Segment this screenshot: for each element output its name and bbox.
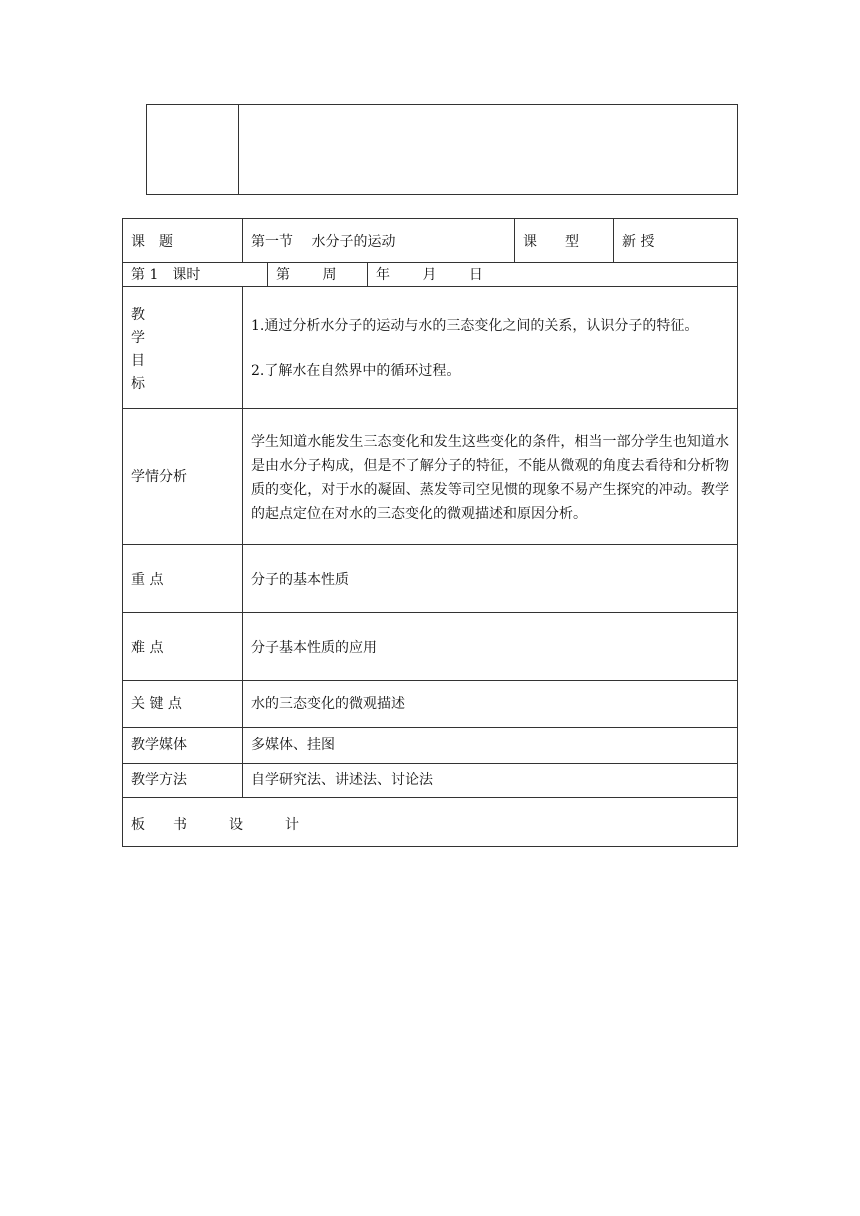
key-value: 分子的基本性质 [251,572,349,588]
method-label: 教学方法 [131,772,187,788]
difficult-label: 难 点 [131,640,164,656]
objective-1: 1.通过分析水分子的运动与水的三态变化之间的关系，认识分子的特征。 [251,318,699,334]
critical-value: 水的三态变化的微观描述 [251,696,405,712]
key-label: 重 点 [131,572,164,588]
objectives-label-3: 目 [131,353,145,369]
difficult-value: 分子基本性质的应用 [251,640,377,656]
analysis-label: 学情分析 [131,469,187,485]
week-field: 第 周 [276,267,337,283]
objectives-label-2: 学 [131,330,145,346]
objective-2: 2.了解水在自然界中的循环过程。 [251,363,461,379]
media-value: 多媒体、挂图 [251,737,335,753]
objectives-label-1: 教 [131,307,145,323]
type-value: 新 授 [622,234,655,250]
analysis-text: 学生知道水能发生三态变化和发生这些变化的条件，相当一部分学生也知道水是由水分子构成，但是不了解分子的特征，不能从微观的角度去看待和分析物质的变化，对于水的凝固、蒸发等司空见惯的现象不易产生探究的冲动。教学的起点定位在对水的三态变化的微观描述和原因分析。 [251,434,729,522]
lesson-number: 第 1 课时 [131,267,201,283]
topic-value: 第一节 水分子的运动 [251,234,396,250]
media-label: 教学媒体 [131,737,187,753]
objectives-label-4: 标 [131,376,145,392]
type-label: 课 型 [523,234,579,250]
critical-label: 关 键 点 [131,696,182,712]
board-design-label: 板 书 设 计 [131,817,299,833]
method-value: 自学研究法、讲述法、讨论法 [251,772,433,788]
topic-label: 课 题 [131,234,173,250]
date-field: 年 月 日 [376,267,483,283]
